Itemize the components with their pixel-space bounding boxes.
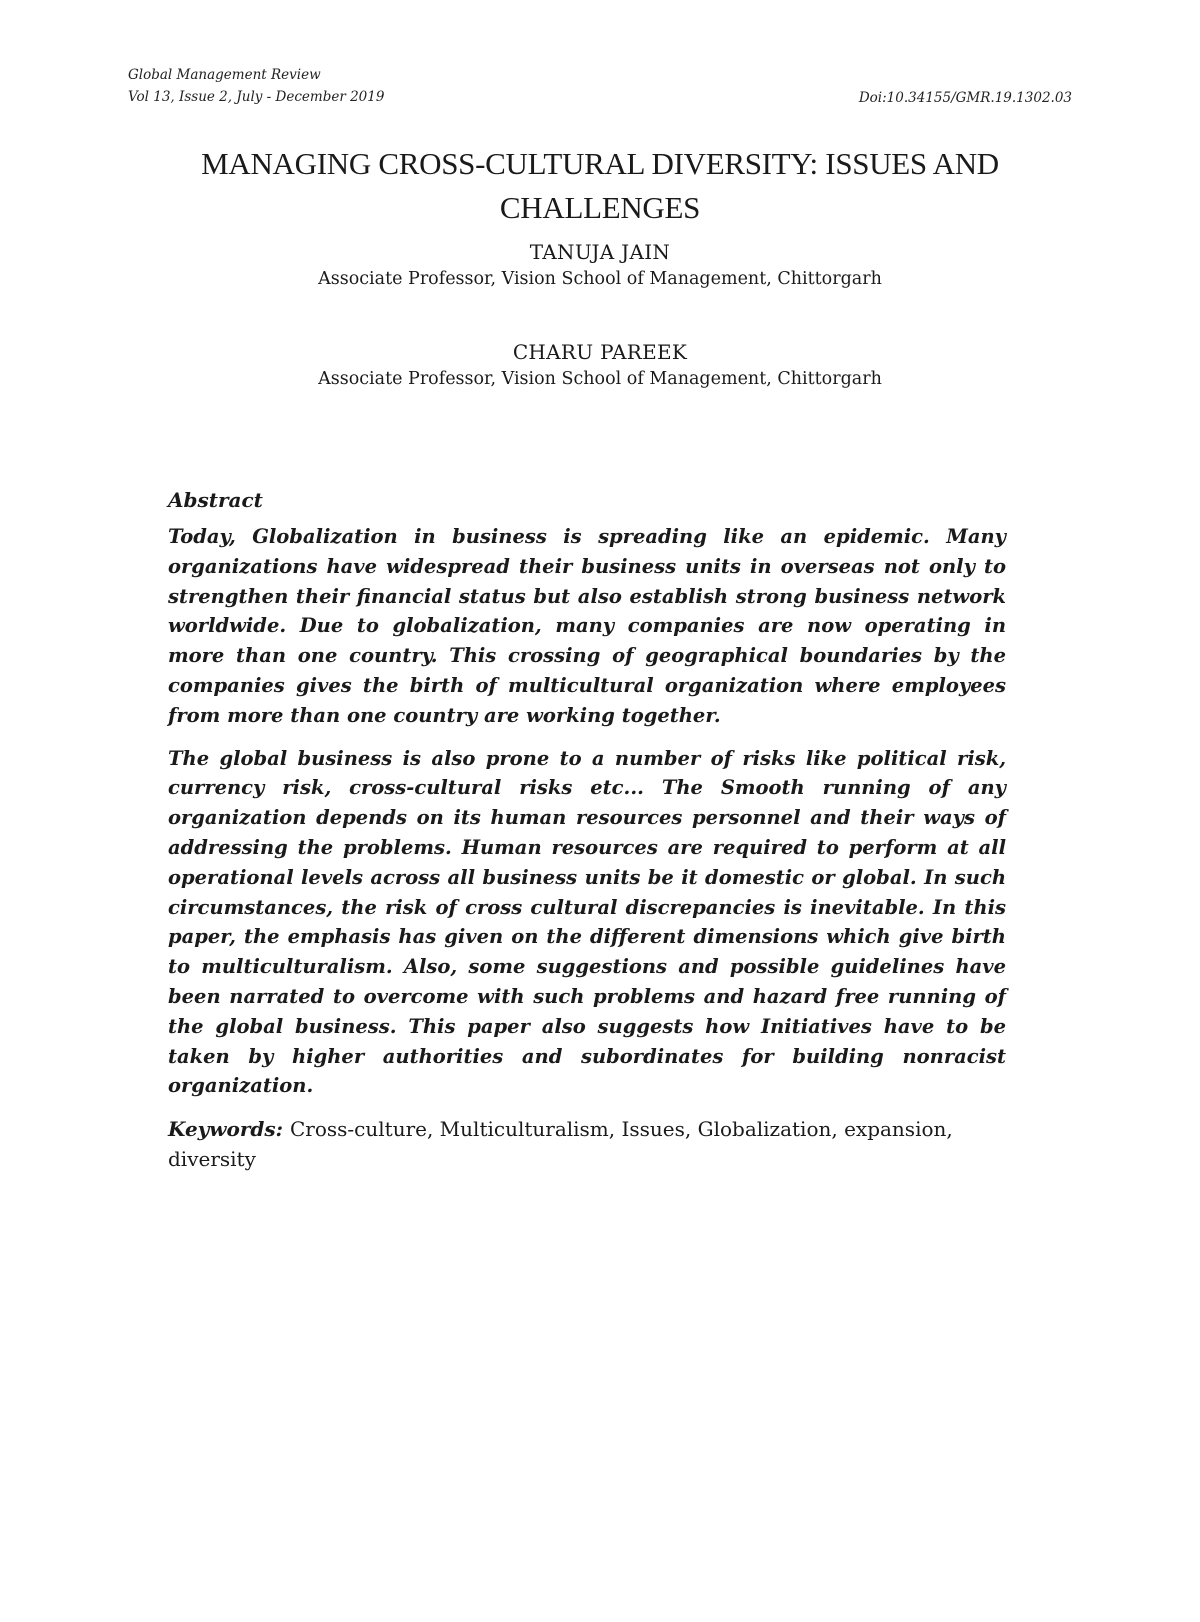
author-affiliation: Associate Professor, Vision School of Management, Chittorgarh	[318, 369, 882, 389]
author-name: TANUJA JAIN	[529, 240, 671, 264]
keywords-text: Cross-culture, Multiculturalism, Issues, Globalization, expansion, diversity	[168, 1117, 953, 1172]
journal-header	[128, 64, 384, 108]
abstract-paragraph-1: Today, Globalization in business is spreading like an epidemic. Many organizations have widespread their business units in overseas not only to strengthen their financial status but also establish strong business network worldwide. Due to globalization, many companies are now operating in more than one country. This crossing of geographical boundaries by the companies gives the birth of multicultural organization where employees from more than one country are working together.	[168, 525, 1006, 727]
journal-issue: Vol 13, Issue 2, July - December 2019	[128, 89, 385, 105]
author-2	[200, 338, 1000, 392]
author-1	[200, 238, 1000, 292]
author-affiliation: Associate Professor, Vision School of Management, Chittorgarh	[318, 269, 882, 289]
abstract-section	[168, 488, 1006, 1174]
keywords	[168, 1114, 1006, 1174]
journal-name: Global Management Review	[128, 67, 321, 83]
doi: Doi:10.34155/GMR.19.1302.03	[858, 90, 1072, 106]
paper-title: MANAGING CROSS-CULTURAL DIVERSITY: ISSUES AND CHALLENGES	[201, 146, 999, 225]
keywords-label: Keywords:	[168, 1117, 290, 1142]
abstract-paragraph-2: The global business is also prone to a number of risks like political risk, currency risk, cross-cultural risks etc... The Smooth running of any organization depends on its human resources personnel and their ways of addressing the problems. Human resources are required to perform at all operational levels across all business units be it domestic or global. In such circumstances, the risk of cross cultural discrepancies is inevitable. In this paper, the emphasis has given on the different dimensions which give birth to multiculturalism. Also, some suggestions and possible guidelines have been narrated to overcome with such problems and hazard free running of the global business. This paper also suggests how Initiatives have to be taken by higher authorities and subordinates for building nonracist organization.	[168, 746, 1006, 1098]
abstract-heading: Abstract	[168, 488, 263, 512]
author-name: CHARU PAREEK	[512, 340, 688, 364]
